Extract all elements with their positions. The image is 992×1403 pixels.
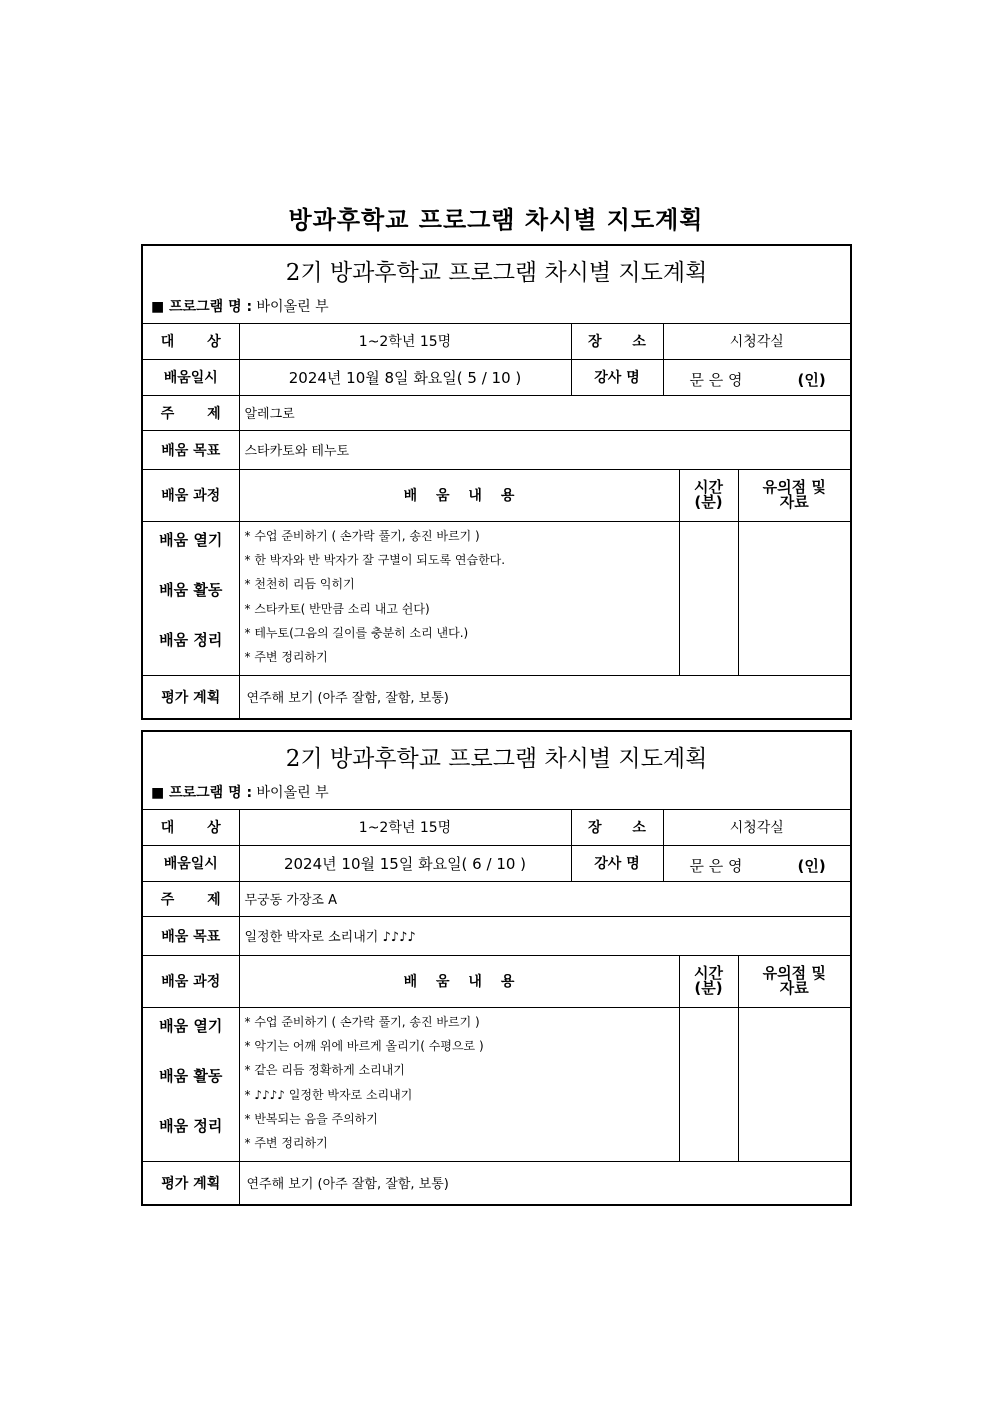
seal-mark: (인) <box>797 856 826 875</box>
stage-activity: 배움 활동 <box>159 1066 223 1085</box>
eval-label: 평가 계획 <box>143 1161 239 1204</box>
time-header-line2: (분) <box>694 979 723 997</box>
goal-label: 배움 목표 <box>143 430 239 469</box>
content-line: * 테누토(그음의 길이를 충분히 소리 낸다.) <box>244 626 469 641</box>
process-label: 배움 과정 <box>143 469 239 521</box>
notes-cell <box>738 1007 850 1161</box>
stage-close: 배움 정리 <box>159 1116 223 1135</box>
plan-table <box>143 810 850 1204</box>
page-title: 방과후학교 프로그램 차시별 지도계획 <box>288 205 704 234</box>
plan-table <box>143 324 850 718</box>
program-name-label: ■ 프로그램 명 : <box>151 785 253 801</box>
time-cell <box>679 521 738 675</box>
content-line: * 스타카토( 반만큼 소리 내고 쉰다) <box>244 601 430 616</box>
goal-value: 스타카토와 테누토 <box>239 430 850 469</box>
date-label: 배움일시 <box>143 845 239 881</box>
topic-label: 주 제 <box>143 395 239 430</box>
plan-header <box>143 246 850 324</box>
eval-value: 연주해 보기 (아주 잘함, 잘함, 보통) <box>239 675 850 718</box>
plan-header <box>143 732 850 810</box>
date-value: 2024년 10월 8일 화요일( 5 / 10 ) <box>239 359 571 395</box>
stage-close: 배움 정리 <box>159 630 223 649</box>
target-label: 대 상 <box>143 324 239 359</box>
time-cell <box>679 1007 738 1161</box>
content-line: * 주변 정리하기 <box>244 650 328 665</box>
place-label: 장 소 <box>571 324 663 359</box>
time-header-line1: 시간 <box>694 964 723 982</box>
content-line: * 같은 리듬 정확하게 소리내기 <box>244 1063 405 1078</box>
program-name-value: 바이올린 부 <box>256 785 329 801</box>
eval-value: 연주해 보기 (아주 잘함, 잘함, 보통) <box>239 1161 850 1204</box>
eval-label: 평가 계획 <box>143 675 239 718</box>
topic-value: 무궁동 가장조 A <box>239 881 850 916</box>
target-value: 1~2학년 15명 <box>239 324 571 359</box>
content-line: * 한 박자와 반 박자가 잘 구별이 되도록 연습한다. <box>244 552 506 567</box>
notes-header-line2: 자료 <box>779 979 809 997</box>
notes-header-line2: 자료 <box>779 493 809 511</box>
teacher-label: 강사 명 <box>571 359 663 395</box>
date-label: 배움일시 <box>143 359 239 395</box>
topic-value: 알레그로 <box>239 395 850 430</box>
content-line: * 천천히 리듬 익히기 <box>244 577 355 592</box>
content-line: * 수업 준비하기 ( 손가락 풀기, 송진 바르기 ) <box>244 1014 480 1029</box>
process-label: 배움 과정 <box>143 955 239 1007</box>
notes-cell <box>738 521 850 675</box>
process-stages <box>143 521 239 675</box>
program-name-line <box>151 296 329 316</box>
content-header: 배 움 내 용 <box>239 469 679 521</box>
goal-value: 일정한 박자로 소리내기 ♪♪♪♪ <box>239 916 850 955</box>
stage-open: 배움 열기 <box>159 1016 223 1035</box>
date-value: 2024년 10월 15일 화요일( 6 / 10 ) <box>239 845 571 881</box>
stage-open: 배움 열기 <box>159 530 223 549</box>
content-line: * 악기는 어깨 위에 바르게 올리기( 수평으로 ) <box>244 1038 484 1053</box>
target-value: 1~2학년 15명 <box>239 810 571 845</box>
lesson-plan-2 <box>141 730 852 1206</box>
notes-header-line1: 유의점 및 <box>762 478 826 496</box>
content-list <box>239 1007 679 1161</box>
time-header <box>679 469 738 521</box>
program-name-line <box>151 782 329 802</box>
lesson-plan-1 <box>141 244 852 720</box>
teacher-cell <box>663 359 850 395</box>
content-list <box>239 521 679 675</box>
topic-label: 주 제 <box>143 881 239 916</box>
content-line: * 주변 정리하기 <box>244 1136 328 1151</box>
program-name-value: 바이올린 부 <box>256 299 329 315</box>
plan-title: 2기 방과후학교 프로그램 차시별 지도계획 <box>285 746 708 772</box>
content-line: * ♪♪♪♪ 일정한 박자로 소리내기 <box>244 1087 413 1102</box>
time-header <box>679 955 738 1007</box>
time-header-line1: 시간 <box>694 478 723 496</box>
teacher-value: 문 은 영 <box>689 856 743 875</box>
teacher-value: 문 은 영 <box>689 370 743 389</box>
teacher-label: 강사 명 <box>571 845 663 881</box>
content-header: 배 움 내 용 <box>239 955 679 1007</box>
place-label: 장 소 <box>571 810 663 845</box>
place-value: 시청각실 <box>663 324 850 359</box>
notes-header <box>738 469 850 521</box>
teacher-cell <box>663 845 850 881</box>
goal-label: 배움 목표 <box>143 916 239 955</box>
target-label: 대 상 <box>143 810 239 845</box>
process-stages <box>143 1007 239 1161</box>
stage-activity: 배움 활동 <box>159 580 223 599</box>
plan-title: 2기 방과후학교 프로그램 차시별 지도계획 <box>285 260 708 286</box>
program-name-label: ■ 프로그램 명 : <box>151 299 253 315</box>
notes-header <box>738 955 850 1007</box>
time-header-line2: (분) <box>694 493 723 511</box>
content-line: * 수업 준비하기 ( 손가락 풀기, 송진 바르기 ) <box>244 528 480 543</box>
place-value: 시청각실 <box>663 810 850 845</box>
content-line: * 반복되는 음을 주의하기 <box>244 1112 378 1127</box>
notes-header-line1: 유의점 및 <box>762 964 826 982</box>
seal-mark: (인) <box>797 370 826 389</box>
